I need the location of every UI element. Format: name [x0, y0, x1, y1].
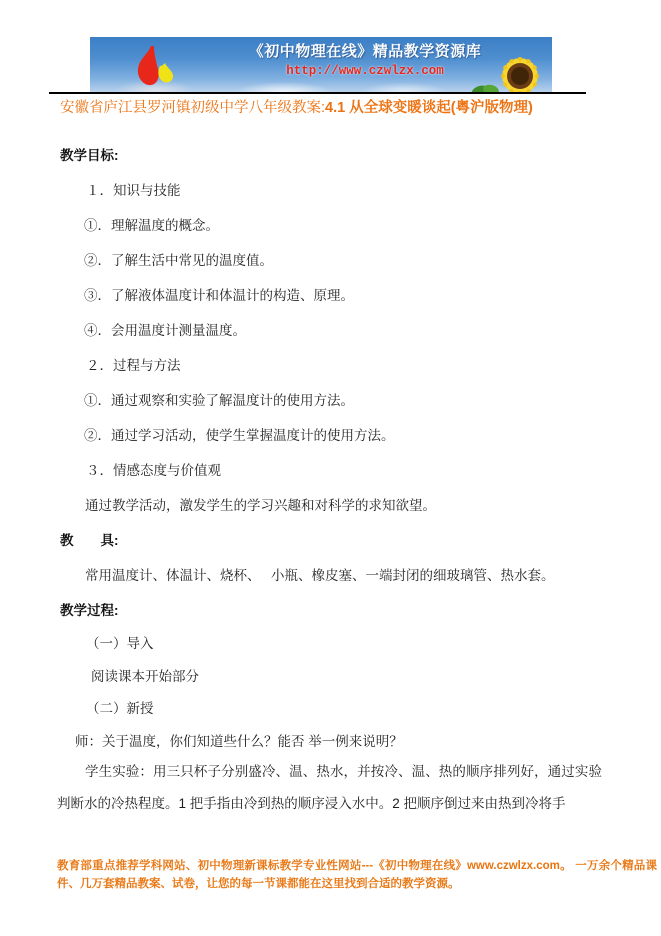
item-circle4-measure-temperature: ④．会用温度计测量温度。 [84, 323, 246, 338]
item-2-process-method: ２．过程与方法 [86, 358, 181, 373]
para-intro-section: （一）导入 [86, 636, 154, 651]
document-title [60, 100, 620, 117]
item-3-emotion-values: ３．情感态度与价值观 [86, 463, 221, 478]
banner-site-url: http://www.czwlzx.com [286, 64, 444, 78]
para-teacher-question: 师：关于温度，你们知道些什么？能否 举一例来说明？ [75, 734, 403, 749]
header-divider [49, 92, 586, 94]
banner-text-block [240, 41, 490, 79]
item-1-knowledge-skills: １．知识与技能 [86, 183, 181, 198]
para-read-textbook: 阅读课本开始部分 [91, 669, 199, 684]
heading-teaching-process: 教学过程: [60, 603, 119, 618]
footer-promo-text: 教育部重点推荐学科网站、初中物理新课标教学专业性网站---《初中物理在线》www.czwlzx.com。 一万余个精品课件、几万套精品教案、试卷，让您的每一节课都能在这里找到合适的教学资源。 [57, 860, 657, 890]
site-banner [90, 37, 552, 92]
site-logo-icon [128, 45, 178, 89]
heading-teaching-objectives: 教学目标: [60, 148, 119, 163]
item-circle2-common-temperatures: ②．了解生活中常见的温度值。 [84, 253, 273, 268]
banner-site-title: 《初中物理在线》精品教学资源库 [248, 44, 482, 60]
para-teaching-activity: 通过教学活动，激发学生的学习兴趣和对科学的求知欲望。 [85, 498, 436, 513]
item-circle2-learning-activity: ②．通过学习活动，使学生掌握温度计的使用方法。 [84, 428, 395, 443]
sunflower-icon [480, 37, 552, 92]
title-school-part: 安徽省庐江县罗河镇初级中学八年级教案: [60, 100, 326, 116]
heading-teaching-aids: 教 具: [60, 533, 119, 548]
para-student-experiment: 学生实验：用三只杯子分别盛冷、温、热水，并按冷、温、热的顺序排列好，通过实验判断水的冷热程度。1 把手指由冷到热的顺序浸入水中。2 把顺序倒过来由热到冷将手 [57, 764, 602, 811]
para-new-lesson-section: （二）新授 [86, 701, 154, 716]
para-aids-list: 常用温度计、体温计、烧杯、 小瓶、橡皮塞、一端封闭的细玻璃管、热水套。 [85, 568, 555, 583]
title-lesson-part: 4.1 从全球变暖谈起(粤沪版物理) [325, 100, 533, 116]
item-circle1-observe-experiment: ①．通过观察和实验了解温度计的使用方法。 [84, 393, 354, 408]
item-circle3-thermometer-structure: ③．了解液体温度计和体温计的构造、原理。 [84, 288, 354, 303]
item-circle1-temperature-concept: ①．理解温度的概念。 [84, 218, 219, 233]
